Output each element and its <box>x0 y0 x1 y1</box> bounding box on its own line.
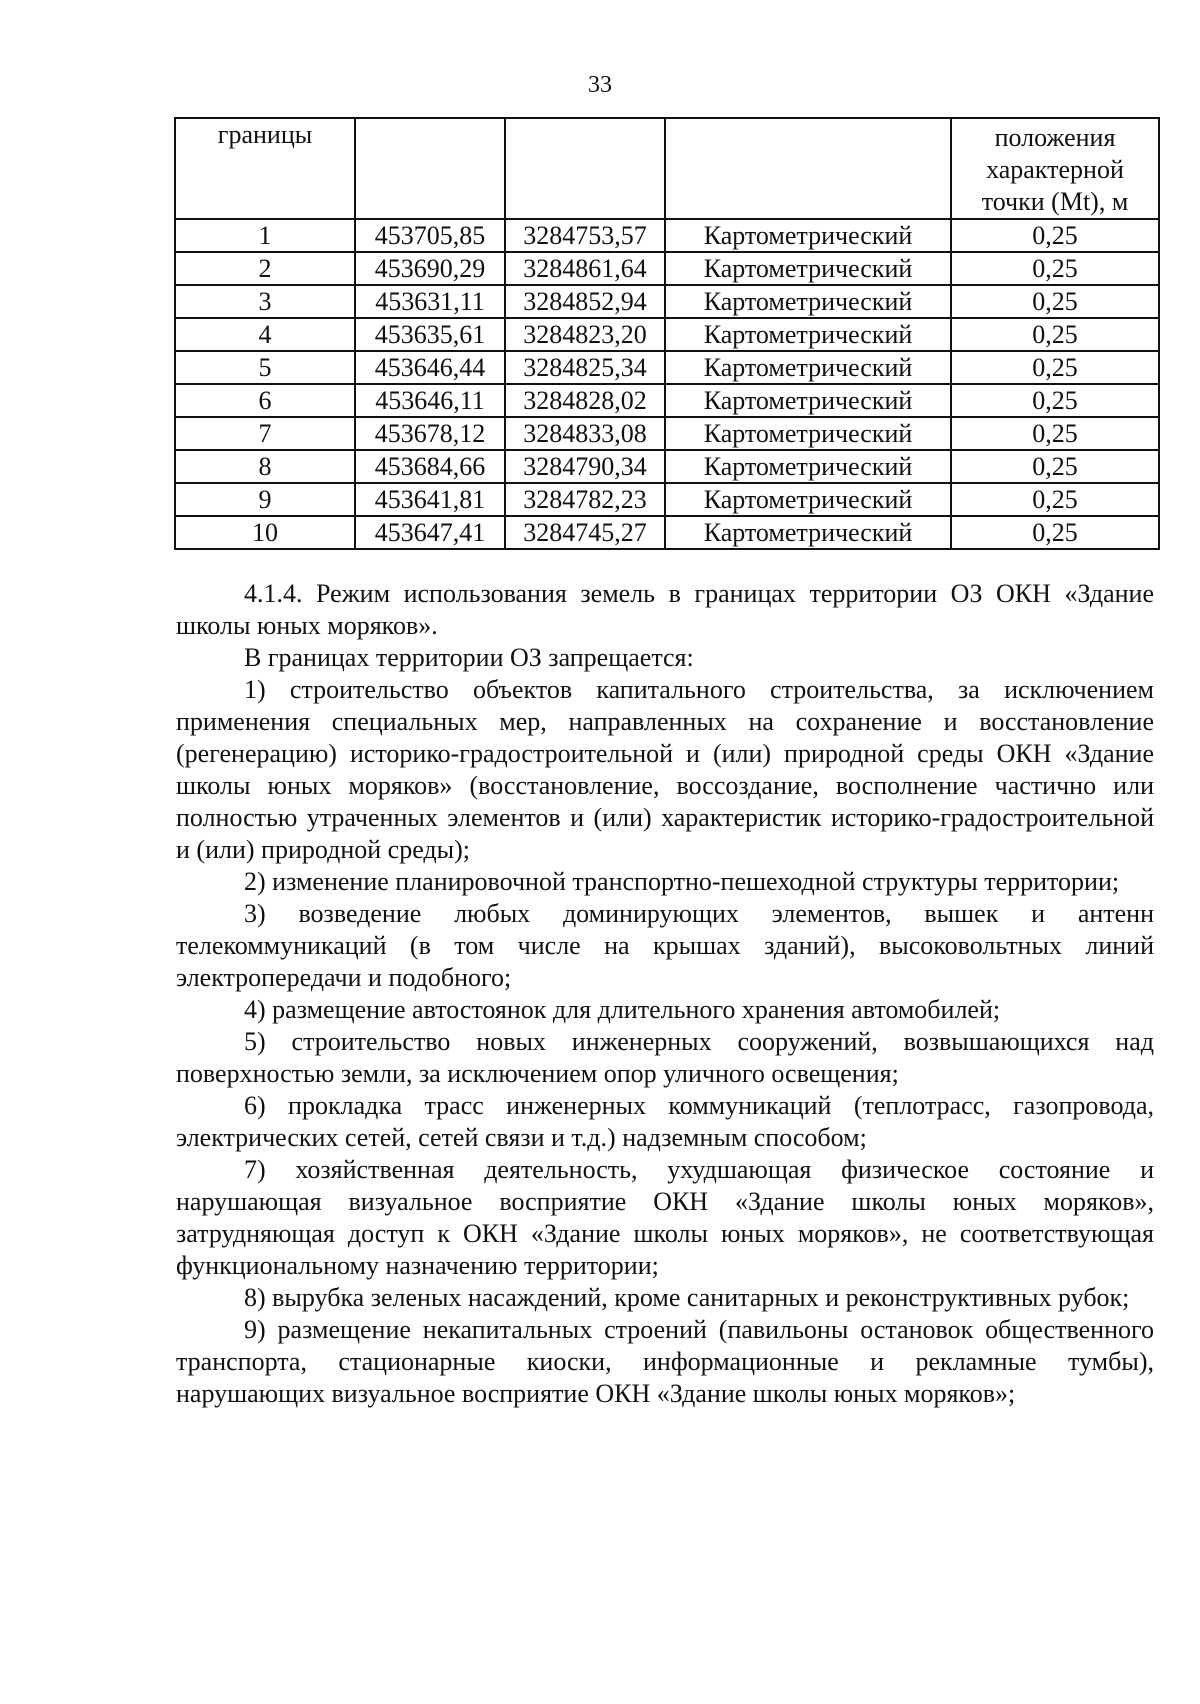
method-cell: Картометрический <box>665 219 951 252</box>
method-cell: Картометрический <box>665 417 951 450</box>
table-row <box>175 285 1159 318</box>
y-coordinate-cell: 3284833,08 <box>505 417 665 450</box>
paragraph: 9) размещение некапитальных строений (павильоны остановок общественного транспорта, стационарные киоски, информационные и рекламные тумбы), нарушающих визуальное восприятие ОКН «Здание школы юных моряков»; <box>176 1315 1154 1408</box>
header-cell-x <box>355 118 505 219</box>
accuracy-cell: 0,25 <box>951 417 1159 450</box>
y-coordinate-cell: 3284745,27 <box>505 516 665 549</box>
method-cell: Картометрический <box>665 450 951 483</box>
point-number-cell: 4 <box>175 318 355 351</box>
x-coordinate-cell: 453646,44 <box>355 351 505 384</box>
x-coordinate-cell: 453647,41 <box>355 516 505 549</box>
paragraph: 8) вырубка зеленых насаждений, кроме санитарных и реконструктивных рубок; <box>244 1283 1130 1312</box>
y-coordinate-cell: 3284823,20 <box>505 318 665 351</box>
accuracy-cell: 0,25 <box>951 483 1159 516</box>
table-row <box>175 318 1159 351</box>
point-number-cell: 3 <box>175 285 355 318</box>
table-body <box>175 219 1159 549</box>
paragraph: 5) строительство новых инженерных сооружений, возвышающихся над поверхностью земли, за исключением опор уличного освещения; <box>176 1027 1154 1088</box>
section-heading: 4.1.4. Режим использования земель в границах территории ОЗ ОКН «Здание школы юных моряков». <box>176 579 1154 640</box>
y-coordinate-cell: 3284828,02 <box>505 384 665 417</box>
y-coordinate-cell: 3284852,94 <box>505 285 665 318</box>
point-number-cell: 6 <box>175 384 355 417</box>
y-coordinate-cell: 3284825,34 <box>505 351 665 384</box>
point-number-cell: 8 <box>175 450 355 483</box>
x-coordinate-cell: 453631,11 <box>355 285 505 318</box>
x-coordinate-cell: 453646,11 <box>355 384 505 417</box>
method-cell: Картометрический <box>665 318 951 351</box>
x-coordinate-cell: 453678,12 <box>355 417 505 450</box>
table-row <box>175 252 1159 285</box>
accuracy-cell: 0,25 <box>951 450 1159 483</box>
method-cell: Картометрический <box>665 516 951 549</box>
x-coordinate-cell: 453641,81 <box>355 483 505 516</box>
text-block <box>176 578 1154 1410</box>
table-row <box>175 417 1159 450</box>
header-cell-boundary: границы <box>175 118 355 219</box>
table-row <box>175 384 1159 417</box>
point-number-cell: 7 <box>175 417 355 450</box>
y-coordinate-cell: 3284861,64 <box>505 252 665 285</box>
method-cell: Картометрический <box>665 285 951 318</box>
method-cell: Картометрический <box>665 384 951 417</box>
paragraph: В границах территории ОЗ запрещается: <box>244 643 694 672</box>
table-row <box>175 516 1159 549</box>
y-coordinate-cell: 3284753,57 <box>505 219 665 252</box>
accuracy-cell: 0,25 <box>951 318 1159 351</box>
header-cell-method <box>665 118 951 219</box>
point-number-cell: 10 <box>175 516 355 549</box>
paragraph: 4) размещение автостоянок для длительного хранения автомобилей; <box>244 995 1001 1024</box>
paragraph: 3) возведение любых доминирующих элементов, вышек и антенн телекоммуникаций (в том числе на крышах зданий), высоковольтных линий электропередачи и подобного; <box>176 899 1154 992</box>
x-coordinate-cell: 453635,61 <box>355 318 505 351</box>
point-number-cell: 1 <box>175 219 355 252</box>
y-coordinate-cell: 3284782,23 <box>505 483 665 516</box>
page-number: 33 <box>588 72 612 98</box>
accuracy-cell: 0,25 <box>951 252 1159 285</box>
table-row <box>175 450 1159 483</box>
point-number-cell: 9 <box>175 483 355 516</box>
paragraph: 1) строительство объектов капитального строительства, за исключением применения специальных мер, направленных на сохранение и восстановление (регенерацию) историко-градостроительной и (или) природной среды ОКН «Здание школы юных моряков» (восстановление, воссоздание, восполнение частично или полностью утраченных элементов и (или) характеристик историко-градостроительной и (или) природной среды); <box>176 675 1154 864</box>
table-row <box>175 351 1159 384</box>
accuracy-cell: 0,25 <box>951 384 1159 417</box>
x-coordinate-cell: 453684,66 <box>355 450 505 483</box>
accuracy-cell: 0,25 <box>951 351 1159 384</box>
accuracy-cell: 0,25 <box>951 516 1159 549</box>
method-cell: Картометрический <box>665 483 951 516</box>
header-cell-accuracy: положения характерной точки (Mt), м <box>951 118 1159 219</box>
x-coordinate-cell: 453705,85 <box>355 219 505 252</box>
method-cell: Картометрический <box>665 252 951 285</box>
paragraph: 6) прокладка трасс инженерных коммуникаций (теплотрасс, газопровода, электрических сетей, сетей связи и т.д.) надземным способом; <box>176 1091 1154 1152</box>
header-cell-y <box>505 118 665 219</box>
table-row <box>175 219 1159 252</box>
table-header-row <box>175 118 1159 219</box>
point-number-cell: 2 <box>175 252 355 285</box>
accuracy-cell: 0,25 <box>951 219 1159 252</box>
accuracy-cell: 0,25 <box>951 285 1159 318</box>
method-cell: Картометрический <box>665 351 951 384</box>
coordinates-table <box>174 117 1160 550</box>
y-coordinate-cell: 3284790,34 <box>505 450 665 483</box>
point-number-cell: 5 <box>175 351 355 384</box>
paragraph: 7) хозяйственная деятельность, ухудшающая физическое состояние и нарушающая визуальное восприятие ОКН «Здание школы юных моряков», затрудняющая доступ к ОКН «Здание школы юных моряков», не соответствующая функциональному назначению территории; <box>176 1155 1154 1280</box>
paragraph: 2) изменение планировочной транспортно-пешеходной структуры территории; <box>244 867 1120 896</box>
x-coordinate-cell: 453690,29 <box>355 252 505 285</box>
table-row <box>175 483 1159 516</box>
